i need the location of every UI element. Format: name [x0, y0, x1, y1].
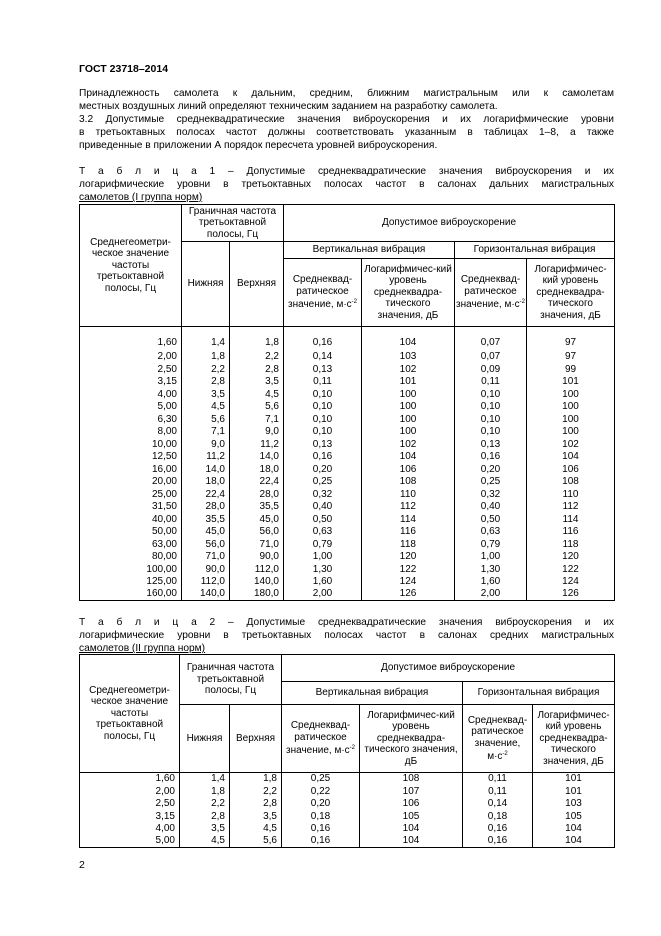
table-cell: 102 — [362, 363, 455, 376]
table-cell: 0,16 — [282, 835, 360, 848]
table-cell: 11,2 — [182, 451, 230, 464]
table-cell: 0,18 — [463, 810, 533, 823]
paragraph-line: местных воздушных линий определяют техническим заданием на разработку самолета. — [79, 101, 498, 112]
caption-line: Т а б л и ц а 2 – Допустимые среднеквадратические значения виброускорения и их — [79, 617, 614, 628]
table-cell: 106 — [360, 798, 463, 811]
table-cell: 0,18 — [282, 810, 360, 823]
table-row — [80, 773, 615, 786]
table-cell: 105 — [360, 810, 463, 823]
table-cell: 0,10 — [284, 413, 362, 426]
table-cell: 14,0 — [230, 451, 284, 464]
table-cell: 0,13 — [455, 438, 527, 451]
table-cell: 97 — [527, 327, 615, 351]
table-cell: 0,07 — [455, 351, 527, 364]
table-cell: 5,6 — [230, 835, 282, 848]
table-cell: 104 — [362, 451, 455, 464]
table-row — [80, 501, 615, 514]
table-cell: 8,00 — [80, 426, 182, 439]
rms-label: Среднеквад-ратическое значение, м·с — [456, 274, 521, 311]
rms-label: Среднеквад-ратическое значение, м·с — [288, 274, 353, 311]
table-cell: 2,8 — [180, 810, 230, 823]
table-cell: 0,20 — [455, 463, 527, 476]
paragraph-line: 3.2 Допустимые среднеквадратические значения виброускорения и их логарифмические уровни — [79, 114, 614, 125]
header-rms-vert — [282, 705, 360, 773]
table-cell: 18,0 — [230, 463, 284, 476]
table1-body — [80, 327, 615, 601]
table-cell: 90,0 — [230, 551, 284, 564]
table-cell: 80,00 — [80, 551, 182, 564]
table-cell: 1,60 — [80, 773, 180, 786]
table-cell: 0,11 — [463, 785, 533, 798]
header-lower: Нижняя — [180, 705, 230, 773]
table-cell: 3,5 — [230, 810, 282, 823]
caption-line: самолетов (I группа норм) — [79, 192, 203, 203]
table-cell: 31,50 — [80, 501, 182, 514]
table-cell: 11,2 — [230, 438, 284, 451]
rms-exponent: -2 — [351, 299, 357, 306]
table-cell: 16,00 — [80, 463, 182, 476]
table-cell: 110 — [527, 488, 615, 501]
table-cell: 3,15 — [80, 810, 180, 823]
table-cell: 1,8 — [180, 785, 230, 798]
table-cell: 0,10 — [455, 413, 527, 426]
table-cell: 3,5 — [182, 388, 230, 401]
table-cell: 108 — [362, 476, 455, 489]
header-rms-vert — [284, 259, 362, 327]
table-row — [80, 413, 615, 426]
header-horizontal: Горизонтальная вибрация — [463, 682, 615, 705]
table-row — [80, 376, 615, 389]
table-cell: 2,2 — [182, 363, 230, 376]
table-cell: 1,30 — [455, 563, 527, 576]
table-cell: 116 — [527, 526, 615, 539]
table-row — [80, 538, 615, 551]
rms-exponent: -2 — [349, 745, 355, 752]
table-cell: 2,8 — [182, 376, 230, 389]
table-cell: 100,00 — [80, 563, 182, 576]
table-cell: 5,6 — [182, 413, 230, 426]
header-rms-horiz — [455, 259, 527, 327]
table-cell: 1,4 — [182, 327, 230, 351]
table-row — [80, 438, 615, 451]
table-cell: 125,00 — [80, 576, 182, 589]
table-cell: 104 — [360, 823, 463, 836]
table-cell: 5,00 — [80, 401, 182, 414]
table-cell: 100 — [527, 401, 615, 414]
table-cell: 3,5 — [180, 823, 230, 836]
table-cell: 3,5 — [230, 376, 284, 389]
table-cell: 4,5 — [230, 823, 282, 836]
caption-line: логарифмические уровни в третьоктавных полосах частот в салонах дальних магистральных — [79, 179, 614, 190]
table-cell: 0,11 — [463, 773, 533, 786]
table-cell: 120 — [362, 551, 455, 564]
caption-line: самолетов (II группа норм) — [79, 643, 206, 654]
table-cell: 103 — [362, 351, 455, 364]
table-cell: 56,0 — [230, 526, 284, 539]
table-cell: 14,0 — [182, 463, 230, 476]
table-cell: 1,00 — [455, 551, 527, 564]
table-row — [80, 810, 615, 823]
table-cell: 12,50 — [80, 451, 182, 464]
rms-label: Среднеквад-ратическое значение, м·с — [467, 714, 528, 762]
table-cell: 28,0 — [182, 501, 230, 514]
table-cell: 122 — [527, 563, 615, 576]
table-cell: 35,5 — [230, 501, 284, 514]
table-cell: 2,00 — [455, 588, 527, 601]
table-cell: 112 — [362, 501, 455, 514]
table-cell: 0,16 — [463, 835, 533, 848]
rms-exponent: -2 — [502, 751, 508, 757]
header-vertical: Вертикальная вибрация — [284, 242, 455, 259]
page-number: 2 — [79, 859, 85, 871]
table-cell: 101 — [527, 376, 615, 389]
header-rms-horiz — [463, 705, 533, 773]
table-cell: 2,50 — [80, 363, 182, 376]
table-cell: 2,8 — [230, 798, 282, 811]
table-cell: 2,00 — [284, 588, 362, 601]
table-cell: 110 — [362, 488, 455, 501]
table-cell: 0,63 — [455, 526, 527, 539]
table-cell: 1,4 — [180, 773, 230, 786]
table-cell: 104 — [362, 327, 455, 351]
caption-line: Т а б л и ц а 1 – Допустимые среднеквадратические значения виброускорения и их — [79, 166, 614, 177]
table-cell: 63,00 — [80, 538, 182, 551]
header-horizontal: Горизонтальная вибрация — [455, 242, 615, 259]
table-cell: 0,16 — [284, 327, 362, 351]
table-cell: 4,00 — [80, 388, 182, 401]
table-cell: 104 — [533, 823, 615, 836]
table-cell: 0,10 — [284, 401, 362, 414]
table-cell: 45,0 — [182, 526, 230, 539]
table-cell: 118 — [527, 538, 615, 551]
paragraph-line: Принадлежность самолета к дальним, средним, ближним магистральным или к самолетам — [79, 88, 614, 99]
table-cell: 101 — [362, 376, 455, 389]
table-cell: 106 — [362, 463, 455, 476]
table-cell: 0,10 — [455, 426, 527, 439]
table-cell: 116 — [362, 526, 455, 539]
table-cell: 20,00 — [80, 476, 182, 489]
table-cell: 6,30 — [80, 413, 182, 426]
table-cell: 28,0 — [230, 488, 284, 501]
header-log-horiz: Логарифмичес-кий уровень среднеквадра-тического значения, дБ — [533, 705, 615, 773]
table-cell: 120 — [527, 551, 615, 564]
table-cell: 102 — [527, 438, 615, 451]
header-lower: Нижняя — [182, 242, 230, 327]
table-cell: 112,0 — [230, 563, 284, 576]
table-cell: 0,10 — [455, 401, 527, 414]
table-cell: 9,0 — [230, 426, 284, 439]
table-cell: 1,30 — [284, 563, 362, 576]
table-cell: 0,32 — [455, 488, 527, 501]
table-cell: 100 — [527, 388, 615, 401]
table-cell: 100 — [362, 401, 455, 414]
table-cell: 0,25 — [455, 476, 527, 489]
table-cell: 0,14 — [463, 798, 533, 811]
table-cell: 50,00 — [80, 526, 182, 539]
table-cell: 0,13 — [284, 363, 362, 376]
table-cell: 0,79 — [455, 538, 527, 551]
table-cell: 0,32 — [284, 488, 362, 501]
table-cell: 105 — [533, 810, 615, 823]
table-row — [80, 351, 615, 364]
table-row — [80, 426, 615, 439]
table-cell: 102 — [362, 438, 455, 451]
table2-body — [80, 773, 615, 848]
table-row — [80, 451, 615, 464]
header-log-horiz: Логарифмичес-кий уровень среднеквадра-тического значения, дБ — [527, 259, 615, 327]
table-row — [80, 785, 615, 798]
table-cell: 1,60 — [284, 576, 362, 589]
header-limit: Граничная частота третьоктавной полосы, Гц — [180, 655, 282, 705]
table-row — [80, 526, 615, 539]
table-cell: 2,8 — [230, 363, 284, 376]
doc-header: ГОСТ 23718–2014 — [79, 63, 169, 75]
table-cell: 104 — [360, 835, 463, 848]
table-cell: 100 — [362, 413, 455, 426]
header-allow: Допустимое виброускорение — [282, 655, 615, 682]
table-cell: 0,09 — [455, 363, 527, 376]
table-cell: 90,0 — [182, 563, 230, 576]
header-upper: Верхняя — [230, 242, 284, 327]
caption-line: логарифмические уровни в третьоктавных полосах частот в салонах средних магистральных — [79, 630, 614, 641]
table-cell: 0,20 — [282, 798, 360, 811]
table-cell: 100 — [527, 413, 615, 426]
table-cell: 1,60 — [80, 327, 182, 351]
table-row — [80, 563, 615, 576]
table-row — [80, 798, 615, 811]
table-cell: 0,16 — [282, 823, 360, 836]
table-cell: 2,2 — [180, 798, 230, 811]
table-cell: 0,20 — [284, 463, 362, 476]
table-cell: 0,10 — [284, 388, 362, 401]
table-cell: 0,50 — [455, 513, 527, 526]
rms-exponent: -2 — [519, 299, 525, 306]
table-cell: 2,00 — [80, 785, 180, 798]
table-cell: 124 — [362, 576, 455, 589]
table-cell: 0,25 — [282, 773, 360, 786]
table-cell: 25,00 — [80, 488, 182, 501]
table-cell: 1,8 — [230, 773, 282, 786]
table-cell: 2,50 — [80, 798, 180, 811]
table-cell: 0,40 — [284, 501, 362, 514]
table-row — [80, 327, 615, 351]
table-cell: 0,14 — [284, 351, 362, 364]
table-cell: 103 — [533, 798, 615, 811]
header-allow: Допустимое виброускорение — [284, 205, 615, 242]
table-cell: 0,07 — [455, 327, 527, 351]
table-cell: 100 — [362, 388, 455, 401]
table-cell: 7,1 — [182, 426, 230, 439]
table-cell: 35,5 — [182, 513, 230, 526]
rms-label: Среднеквад-ратическое значение, м·с — [286, 720, 351, 757]
table-cell: 124 — [527, 576, 615, 589]
table-cell: 108 — [360, 773, 463, 786]
table-row — [80, 835, 615, 848]
table-cell: 97 — [527, 351, 615, 364]
table-cell: 0,79 — [284, 538, 362, 551]
table-cell: 56,0 — [182, 538, 230, 551]
table-cell: 2,2 — [230, 785, 282, 798]
table-row — [80, 463, 615, 476]
table-cell: 112,0 — [182, 576, 230, 589]
table-cell: 107 — [360, 785, 463, 798]
table-cell: 0,16 — [284, 451, 362, 464]
header-log-vert: Логарифмичес-кий уровень среднеквадра-тического значения, дБ — [360, 705, 463, 773]
header-limit: Граничная частота третьоктавной полосы, Гц — [182, 205, 284, 242]
table-row — [80, 488, 615, 501]
table-cell: 1,8 — [230, 327, 284, 351]
table-cell: 140,0 — [182, 588, 230, 601]
table-cell: 10,00 — [80, 438, 182, 451]
table-cell: 100 — [527, 426, 615, 439]
table-row — [80, 576, 615, 589]
header-freq: Среднегеометри-ческое значение частоты третьоктавной полосы, Гц — [80, 205, 182, 327]
header-log-vert: Логарифмичес-кий уровень среднеквадра-тического значения, дБ — [362, 259, 455, 327]
table-cell: 160,00 — [80, 588, 182, 601]
table-row — [80, 551, 615, 564]
table-cell: 4,00 — [80, 823, 180, 836]
table-cell: 126 — [362, 588, 455, 601]
table-row — [80, 588, 615, 601]
table2 — [79, 654, 615, 848]
table-cell: 126 — [527, 588, 615, 601]
table1 — [79, 204, 615, 601]
table-cell: 112 — [527, 501, 615, 514]
table-cell: 104 — [533, 835, 615, 848]
table-row — [80, 363, 615, 376]
table-cell: 0,13 — [284, 438, 362, 451]
table-cell: 0,11 — [455, 376, 527, 389]
table-cell: 0,22 — [282, 785, 360, 798]
table-cell: 0,10 — [455, 388, 527, 401]
table-cell: 5,6 — [230, 401, 284, 414]
table-cell: 4,5 — [180, 835, 230, 848]
table-cell: 101 — [533, 785, 615, 798]
table2-caption — [79, 616, 614, 655]
table-row — [80, 388, 615, 401]
table-cell: 1,8 — [182, 351, 230, 364]
table1-caption — [79, 165, 614, 204]
table-cell: 1,00 — [284, 551, 362, 564]
table-cell: 122 — [362, 563, 455, 576]
table-cell: 0,16 — [455, 451, 527, 464]
table-cell: 0,63 — [284, 526, 362, 539]
table-cell: 22,4 — [182, 488, 230, 501]
table-cell: 106 — [527, 463, 615, 476]
table-row — [80, 823, 615, 836]
table-cell: 9,0 — [182, 438, 230, 451]
table-cell: 114 — [527, 513, 615, 526]
table-row — [80, 401, 615, 414]
table-cell: 100 — [362, 426, 455, 439]
table-cell: 118 — [362, 538, 455, 551]
table-cell: 5,00 — [80, 835, 180, 848]
table-cell: 108 — [527, 476, 615, 489]
header-freq: Среднегеометри-ческое значение частоты третьоктавной полосы, Гц — [80, 655, 180, 773]
table-cell: 7,1 — [230, 413, 284, 426]
table-cell: 1,60 — [455, 576, 527, 589]
header-vertical: Вертикальная вибрация — [282, 682, 463, 705]
header-upper: Верхняя — [230, 705, 282, 773]
paragraph-line: приведенные в приложении А порядок пересчета уровней виброускорения. — [79, 140, 438, 151]
paragraph-line: в третьоктавных полосах частот должны соответствовать указанным в таблицах 1–8, а также — [79, 127, 614, 138]
table-cell: 22,4 — [230, 476, 284, 489]
table-cell: 2,00 — [80, 351, 182, 364]
table-row — [80, 513, 615, 526]
table-cell: 2,2 — [230, 351, 284, 364]
table-cell: 114 — [362, 513, 455, 526]
table-cell: 4,5 — [230, 388, 284, 401]
table-cell: 104 — [527, 451, 615, 464]
table-cell: 71,0 — [182, 551, 230, 564]
table-cell: 101 — [533, 773, 615, 786]
paragraph-1 — [79, 87, 614, 113]
paragraph-2 — [79, 113, 614, 152]
table-cell: 140,0 — [230, 576, 284, 589]
table-cell: 40,00 — [80, 513, 182, 526]
table-cell: 4,5 — [182, 401, 230, 414]
table-cell: 3,15 — [80, 376, 182, 389]
table-cell: 18,0 — [182, 476, 230, 489]
table-row — [80, 476, 615, 489]
table-cell: 71,0 — [230, 538, 284, 551]
table-cell: 0,50 — [284, 513, 362, 526]
table-cell: 0,40 — [455, 501, 527, 514]
table-cell: 0,11 — [284, 376, 362, 389]
table-cell: 180,0 — [230, 588, 284, 601]
table-cell: 0,16 — [463, 823, 533, 836]
table-cell: 45,0 — [230, 513, 284, 526]
table-cell: 0,10 — [284, 426, 362, 439]
table-cell: 0,25 — [284, 476, 362, 489]
table-cell: 99 — [527, 363, 615, 376]
